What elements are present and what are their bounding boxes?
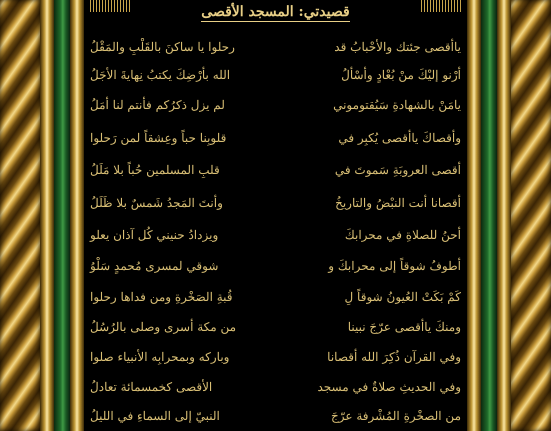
verse-second-half: الأقصى كخمسمائة تعادلُ: [90, 380, 213, 394]
verse-second-half: قلبِ المسلمين حُباً بلا مَلَلُ: [90, 163, 220, 177]
verse-second-half: ويزدادُ حنيني كُل آذان يعلو: [90, 228, 219, 242]
verse-first-half: أحنُ للصلاةِ في محرابكَ: [344, 228, 461, 242]
poem-title-text: قصيدتي: المسجد الأقصى: [201, 4, 350, 20]
verse-second-half: رحلوا يا ساكنَ بالقَلْبِ والمَقْلُ: [90, 40, 235, 54]
left-gold-bevel-outer: [40, 0, 54, 431]
verse-first-half: كَمْ بَكَتْ العُيونُ شوقاً لِ: [344, 290, 461, 304]
right-green-band: [481, 0, 497, 431]
left-rope-border: [0, 0, 40, 431]
verse-second-half: الله بأرْضِكَ يكتبُ نِهايةَ الأجَلُ: [90, 68, 231, 82]
verse-first-half: أقصانا أنت النبْضُ والتاريخُ: [335, 196, 461, 210]
verse-first-half: ياأقصى جئتك والأحْبابُ قد: [334, 40, 461, 54]
verse-8: [90, 259, 461, 279]
verse-second-half: النبيّ إلى السماءِ في الليلُ: [90, 409, 220, 423]
verse-second-half: من مكة أسرى وصلى بالرُسُلُ: [90, 320, 237, 334]
right-gold-bevel-outer: [497, 0, 511, 431]
verse-first-half: وأقصاكَ ياأقصى يُكبِر في: [338, 131, 461, 145]
right-rope-border: [511, 0, 551, 431]
verse-first-half: وفي الحديثِ صلاةٌ في مسجد: [317, 380, 461, 394]
verse-10: [90, 320, 461, 340]
verse-11: [90, 350, 461, 370]
verse-2: [90, 68, 461, 88]
verse-second-half: قلوبِنا حباً وعِشقاً لمن رَحلوا: [90, 131, 227, 145]
verse-first-half: أرْنو إليْكَ منْ بُعْادٍ وأسْألُ: [341, 68, 461, 82]
verse-7: [90, 228, 461, 248]
verse-second-half: وباركه وبمحرابِه الأنبياء صلوا: [90, 350, 230, 364]
verse-first-half: وفي القرآن ذُكِرَ الله أقصانا: [327, 350, 461, 364]
poem-panel: [84, 0, 467, 431]
verse-first-half: أطوفُ شوقاً إلى محرابكَ و: [328, 259, 461, 273]
verse-second-half: لم يزل ذكرُكم فأنتم لنا أمَلُ: [90, 98, 225, 112]
verse-first-half: يامَنْ بالشهادةِ سَيُقتوموني: [333, 98, 461, 112]
verse-second-half: وأنتَ المَجدُ شَمسٌ بلا ظَلَلُ: [90, 196, 223, 210]
verse-first-half: أقصى العروبَةِ سَموتَ في: [334, 163, 461, 177]
verse-second-half: شوقي لمسرى مُحمدٍ سَلْوُ: [90, 259, 219, 273]
verse-second-half: قُبةِ الصَخْرةِ ومن فداها رحلوا: [90, 290, 233, 304]
verse-13: [90, 409, 461, 429]
poem-title: [84, 4, 467, 20]
verse-6: [90, 196, 461, 216]
verse-5: [90, 163, 461, 183]
verse-9: [90, 290, 461, 310]
verse-3: [90, 98, 461, 118]
verse-12: [90, 380, 461, 400]
left-gold-bevel-inner: [70, 0, 84, 431]
verse-4: [90, 131, 461, 151]
right-gold-bevel-inner: [467, 0, 481, 431]
verse-first-half: من الصخْرةِ المُشْرفة عرّجَ: [330, 409, 461, 423]
verse-1: [90, 40, 461, 60]
verse-first-half: ومنكَ ياأقصى عرّجَ نبينا: [347, 320, 461, 334]
left-green-band: [54, 0, 70, 431]
